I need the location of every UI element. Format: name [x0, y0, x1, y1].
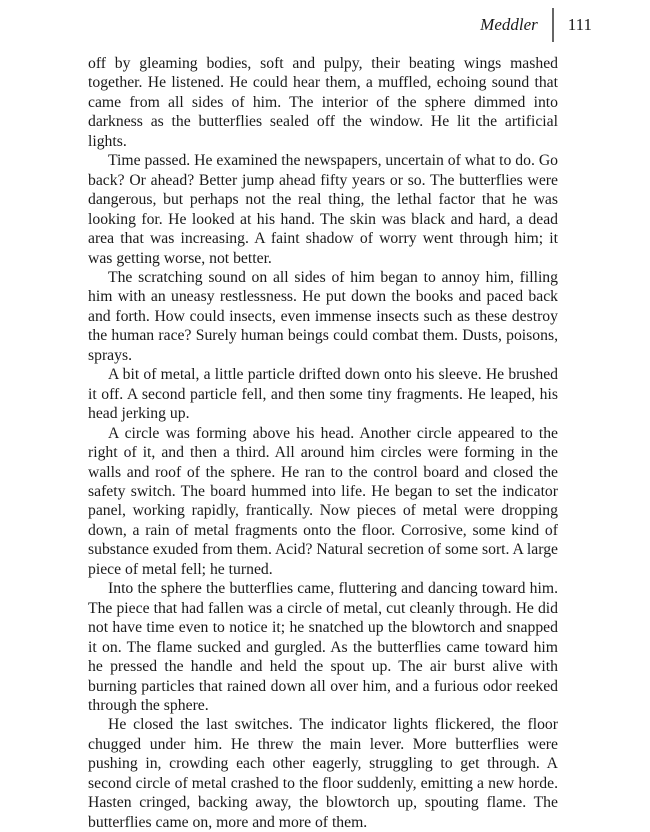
paragraph: He closed the last switches. The indicator lights flickered, the floor chugged under him. He threw the main lever. More butterflies were pushing in, crowding each other eagerly, struggling to get through. A second circle of metal crashed to the floor suddenly, emitting a new horde. Hasten cringed, backing away, the blowtorch up, spouting flame. The butterflies came on, more and more of them. — [88, 716, 558, 831]
running-title: Meddler — [480, 15, 538, 34]
paragraph: Time passed. He examined the newspapers, uncertain of what to do. Go back? Or ahead? Better jump ahead fifty years or so. The butterflies were dangerous, but perhaps not the real thing, the lethal factor that he was looking for. He looked at his hand. The skin was black and hard, a dead area that was increasing. A faint shadow of worry went through him; it was getting worse, not better. — [88, 152, 558, 267]
paragraph: A bit of metal, a little particle drifted down onto his sleeve. He brushed it off. A second particle fell, and then some tiny fragments. He leaped, his head jerking up. — [88, 366, 558, 423]
paragraph: The scratching sound on all sides of him began to annoy him, filling him with an uneasy restlessness. He put down the books and paced back and forth. How could insects, even immense insects such as these destroy the human race? Surely human beings could combat them. Dusts, poisons, sprays. — [88, 268, 558, 364]
paragraph: A circle was forming above his head. Another circle appeared to the right of it, and then a third. All around him circles were forming in the walls and roof of the sphere. He ran to the control board and closed the safety switch. The board hummed into life. He began to set the indicator panel, working rapidly, frantically. Now pieces of metal were dropping down, a rain of metal fragments onto the floor. Corrosive, some kind of substance exuded from them. Acid? Natural secretion of some sort. A large piece of metal fell; he turned. — [88, 424, 558, 578]
page-number: 111 — [567, 15, 592, 34]
paragraph: Into the sphere the butterflies came, fluttering and dancing toward him. The piece that had fallen was a circle of metal, cut cleanly through. He did not have time even to notice it; he snatched up the blowtorch and snapped it on. The flame sucked and gurgled. As the butterflies came toward him he pressed the handle and held the spout up. The air burst alive with burning particles that rained down all over him, and a furious odor reeked through the sphere. — [88, 580, 558, 714]
body-text — [88, 54, 558, 832]
paragraph-continued: off by gleaming bodies, soft and pulpy, their beating wings mashed together. He listened. He could hear them, a muffled, echoing sound that came from all sides of him. The interior of the sphere dimmed into darkness as the butterflies sealed off the window. He lit the artificial lights. — [88, 55, 558, 150]
running-head — [480, 6, 592, 44]
